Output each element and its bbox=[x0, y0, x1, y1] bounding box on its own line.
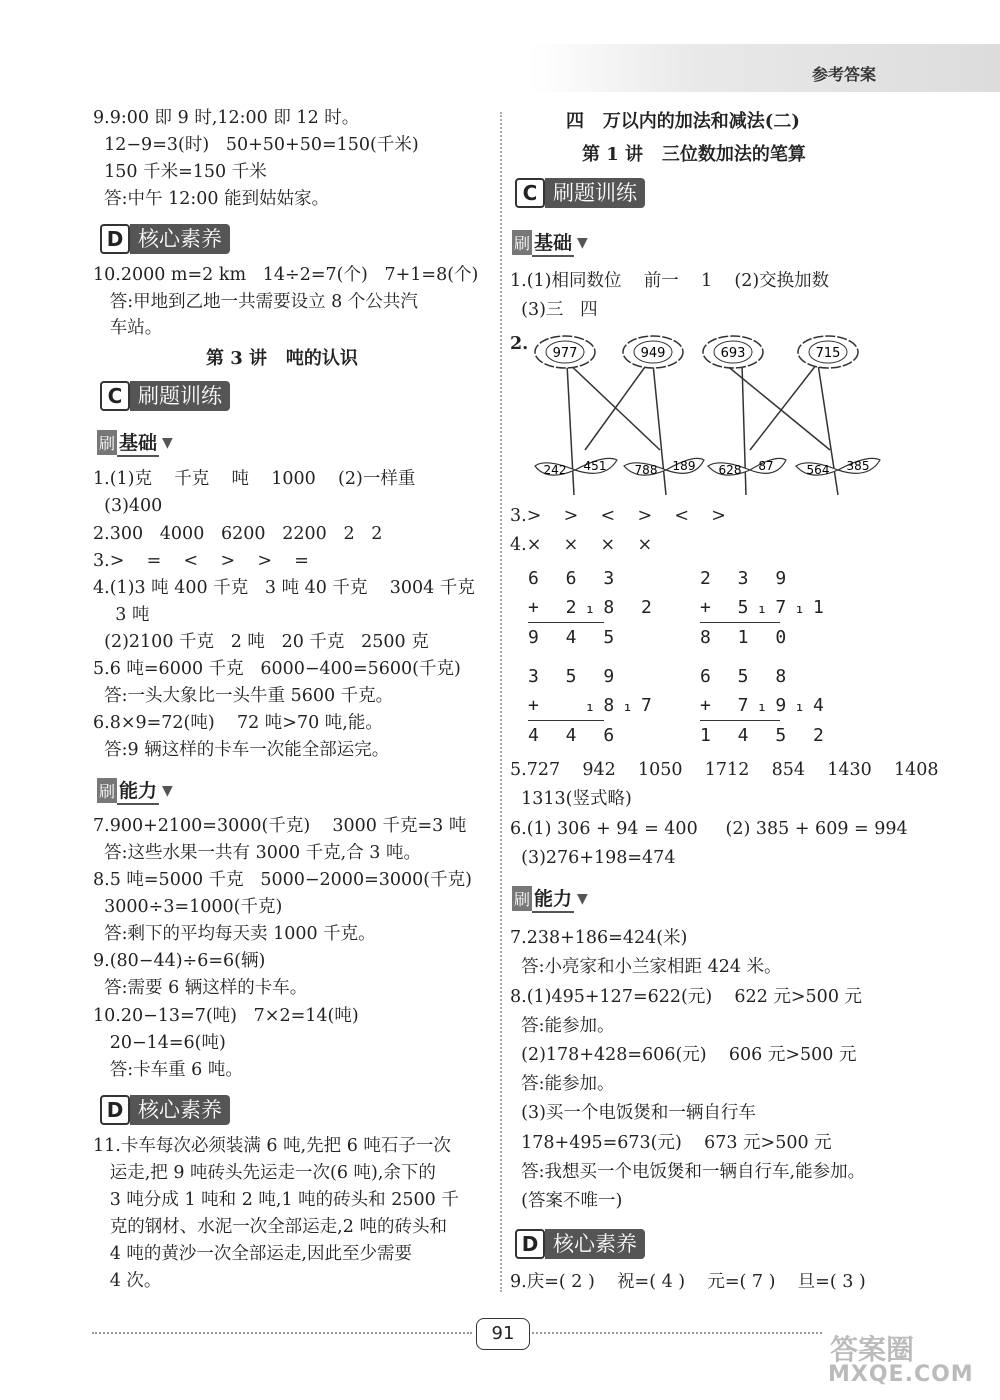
answer-line: 3 吨 bbox=[93, 605, 150, 625]
answer-line: 4 吨的黄沙一次全部运走,因此至少需要 bbox=[93, 1244, 412, 1264]
footer-rule-right bbox=[532, 1332, 822, 1334]
sub-label: 能力 bbox=[117, 776, 159, 805]
answer-line: 答:卡车重 6 吨。 bbox=[93, 1060, 243, 1080]
flower-value: 977 bbox=[552, 346, 578, 361]
footer-rule-left bbox=[92, 1332, 472, 1334]
triangle-down-icon: ▼ bbox=[577, 234, 588, 251]
answer-line: 答:中午 12:00 能到姑姑家。 bbox=[93, 189, 330, 209]
flower-icon bbox=[535, 336, 595, 368]
answer-line: (2)178+428=606(元) 606 元>500 元 bbox=[510, 1045, 857, 1065]
leaf-pair-icon bbox=[796, 458, 880, 477]
sub-label: 能力 bbox=[532, 884, 574, 913]
answer-line: 1313(竖式略) bbox=[510, 789, 632, 809]
flower-value: 693 bbox=[720, 346, 746, 361]
leaf-value: 564 bbox=[806, 463, 830, 477]
answer-line: (3)三 四 bbox=[510, 300, 598, 320]
badge-letter: D bbox=[100, 224, 130, 254]
answer-line: 3 吨分成 1 吨和 2 吨,1 吨的砖头和 2500 千 bbox=[93, 1190, 459, 1210]
answer-line: 5.6 吨=6000 千克 6000−400=5600(千克) bbox=[93, 659, 461, 679]
section-badge-d bbox=[100, 1095, 230, 1125]
section-badge-d bbox=[515, 1229, 645, 1259]
answer-line: 4.(1)3 吨 400 千克 3 吨 40 千克 3004 千克 bbox=[93, 578, 475, 598]
vertical-calc bbox=[528, 564, 660, 652]
sub-tag: 刷 bbox=[97, 430, 117, 455]
badge-label: 核心素养 bbox=[130, 1095, 230, 1125]
calc-addend: 3 5 9 bbox=[528, 666, 623, 687]
answer-line: 答:9 辆这样的卡车一次能全部运完。 bbox=[93, 740, 390, 760]
answer-line: 答:一头大象比一头牛重 5600 千克。 bbox=[93, 686, 394, 706]
answer-line: 5.727 942 1050 1712 854 1430 1408 bbox=[510, 760, 939, 780]
answer-line: 4 次。 bbox=[93, 1271, 162, 1291]
badge-label: 核心素养 bbox=[130, 224, 230, 254]
lesson-title: 第 1 讲 三位数加法的笔算 bbox=[582, 144, 806, 165]
triangle-down-icon: ▼ bbox=[162, 782, 173, 799]
sub-tag: 刷 bbox=[512, 230, 532, 255]
leaf-value: 385 bbox=[846, 459, 870, 473]
answer-line: 8.5 吨=5000 千克 5000−2000=3000(千克) bbox=[93, 870, 472, 890]
watermark-logo: 答案圈 bbox=[830, 1333, 915, 1366]
answer-line: 9.(80−44)÷6=6(辆) bbox=[93, 951, 266, 971]
calc-addend: + ₁8₁7 bbox=[528, 695, 660, 716]
column-divider bbox=[500, 112, 502, 1292]
answer-line: 20−14=6(吨) bbox=[93, 1033, 226, 1053]
answer-line: (3)276+198=474 bbox=[510, 848, 676, 868]
answer-line: 答:能参加。 bbox=[510, 1074, 615, 1094]
answer-line: 7.238+186=424(米) bbox=[510, 928, 688, 948]
triangle-down-icon: ▼ bbox=[577, 890, 588, 907]
answer-line: 10.20−13=7(吨) 7×2=14(吨) bbox=[93, 1006, 359, 1026]
answer-line: 答:甲地到乙地一共需要设立 8 个公共汽 bbox=[93, 292, 418, 312]
sub-tag: 刷 bbox=[512, 886, 532, 911]
answer-line: 9.9:00 即 9 时,12:00 即 12 时。 bbox=[93, 108, 360, 128]
calc-addend: 6 5 8 bbox=[700, 666, 795, 687]
answer-line: 答:剩下的平均每天卖 1000 千克。 bbox=[93, 924, 376, 944]
answer-line: 3000÷3=1000(千克) bbox=[93, 897, 283, 917]
page-number: 91 bbox=[476, 1318, 530, 1350]
flower-icon bbox=[623, 336, 683, 368]
calc-result: 9 4 5 bbox=[528, 622, 604, 652]
answer-line: (3)400 bbox=[93, 496, 163, 516]
section-title: 第 3 讲 吨的认识 bbox=[206, 348, 358, 369]
answer-line: 3.> > < > < > bbox=[510, 506, 726, 526]
leaf-value: 628 bbox=[718, 463, 742, 477]
calc-result: 4 4 6 bbox=[528, 720, 604, 750]
leaf-group bbox=[535, 458, 880, 477]
watermark-url: MXQE.COM bbox=[828, 1362, 974, 1387]
vertical-calc bbox=[700, 564, 832, 652]
flower-value: 949 bbox=[640, 346, 666, 361]
unit-title: 四 万以内的加法和减法(二) bbox=[566, 111, 800, 132]
answer-line: 11.卡车每次必须装满 6 吨,先把 6 吨石子一次 bbox=[93, 1136, 451, 1156]
badge-letter: D bbox=[515, 1229, 545, 1259]
leaf-value: 788 bbox=[634, 463, 658, 477]
vertical-calc bbox=[528, 662, 660, 750]
answer-line: 克的钢材、水泥一次全部运走,2 吨的砖头和 bbox=[93, 1217, 447, 1237]
leaf-pair-icon bbox=[535, 458, 617, 477]
flower-group bbox=[535, 336, 858, 368]
answer-line: 9.庆=( 2 ) 祝=( 4 ) 元=( 7 ) 旦=( 3 ) bbox=[510, 1272, 866, 1292]
answer-line: (3)买一个电饭煲和一辆自行车 bbox=[510, 1103, 756, 1123]
triangle-down-icon: ▼ bbox=[162, 434, 173, 451]
vertical-calc bbox=[700, 662, 832, 750]
section-badge-c bbox=[100, 381, 230, 411]
header-title: 参考答案 bbox=[812, 65, 877, 84]
question-label: 2. bbox=[510, 334, 529, 354]
badge-label: 刷题训练 bbox=[130, 381, 230, 411]
badge-letter: C bbox=[100, 381, 130, 411]
answer-line: 3.> = < > > = bbox=[93, 551, 309, 571]
answer-line: 6.(1) 306 + 94 = 400 (2) 385 + 609 = 994 bbox=[510, 819, 908, 839]
answer-line: 150 千米=150 千米 bbox=[93, 162, 267, 182]
section-badge-c bbox=[515, 178, 645, 208]
calc-addend: + 2₁8 2 bbox=[528, 597, 660, 618]
calc-result: 8 1 0 bbox=[700, 622, 780, 652]
sub-label: 基础 bbox=[532, 228, 574, 257]
calc-addend: 6 6 3 bbox=[528, 568, 623, 589]
calc-addend: + 7₁9₁4 bbox=[700, 695, 832, 716]
answer-line: (2)2100 千克 2 吨 20 千克 2500 克 bbox=[93, 632, 429, 652]
badge-letter: D bbox=[100, 1095, 130, 1125]
answer-line: 答:小亮家和小兰家相距 424 米。 bbox=[510, 957, 782, 977]
calc-addend: + 5₁7₁1 bbox=[700, 597, 832, 618]
answer-line: 6.8×9=72(吨) 72 吨>70 吨,能。 bbox=[93, 713, 383, 733]
answer-line: 10.2000 m=2 km 14÷2=7(个) 7+1=8(个) bbox=[93, 265, 479, 285]
flower-value: 715 bbox=[815, 346, 841, 361]
answer-line: 12−9=3(时) 50+50+50=150(千米) bbox=[93, 135, 419, 155]
subsection-basic bbox=[512, 228, 588, 257]
leaf-pair-icon bbox=[708, 458, 786, 477]
answer-line: 运走,把 9 吨砖头先运走一次(6 吨),余下的 bbox=[93, 1163, 436, 1183]
flower-icon bbox=[798, 336, 858, 368]
badge-letter: C bbox=[515, 178, 545, 208]
sub-tag: 刷 bbox=[97, 778, 117, 803]
calc-result: 1 4 5 2 bbox=[700, 720, 780, 750]
section-badge-d bbox=[100, 224, 230, 254]
badge-label: 核心素养 bbox=[545, 1229, 645, 1259]
answer-line: 1.(1)克 千克 吨 1000 (2)一样重 bbox=[93, 469, 416, 489]
leaf-value: 451 bbox=[583, 459, 607, 473]
answer-line: (答案不唯一) bbox=[510, 1191, 623, 1211]
leaf-value: 87 bbox=[758, 459, 774, 473]
leaf-value: 189 bbox=[672, 459, 696, 473]
badge-label: 刷题训练 bbox=[545, 178, 645, 208]
leaf-value: 242 bbox=[543, 463, 567, 477]
answer-line: 答:我想买一个电饭煲和一辆自行车,能参加。 bbox=[510, 1162, 866, 1182]
subsection-basic bbox=[97, 428, 173, 457]
answer-line: 答:能参加。 bbox=[510, 1016, 615, 1036]
answer-line: 2.300 4000 6200 2200 2 2 bbox=[93, 524, 383, 544]
subsection-ability bbox=[97, 776, 173, 805]
sub-label: 基础 bbox=[117, 428, 159, 457]
answer-line: 178+495=673(元) 673 元>500 元 bbox=[510, 1133, 832, 1153]
answer-line: 4.× × × × bbox=[510, 535, 653, 555]
answer-line: 7.900+2100=3000(千克) 3000 千克=3 吨 bbox=[93, 816, 467, 836]
flower-icon bbox=[703, 336, 763, 368]
subsection-ability bbox=[512, 884, 588, 913]
answer-line: 8.(1)495+127=622(元) 622 元>500 元 bbox=[510, 987, 863, 1007]
answer-line: 答:这些水果一共有 3000 千克,合 3 吨。 bbox=[93, 843, 422, 863]
calc-addend: 2 3 9 bbox=[700, 568, 795, 589]
answer-line: 车站。 bbox=[93, 318, 163, 338]
answer-line: 1.(1)相同数位 前一 1 (2)交换加数 bbox=[510, 271, 830, 291]
flower-leaf-diagram bbox=[520, 330, 890, 500]
header-band bbox=[530, 44, 1000, 92]
answer-line: 答:需要 6 辆这样的卡车。 bbox=[93, 978, 308, 998]
